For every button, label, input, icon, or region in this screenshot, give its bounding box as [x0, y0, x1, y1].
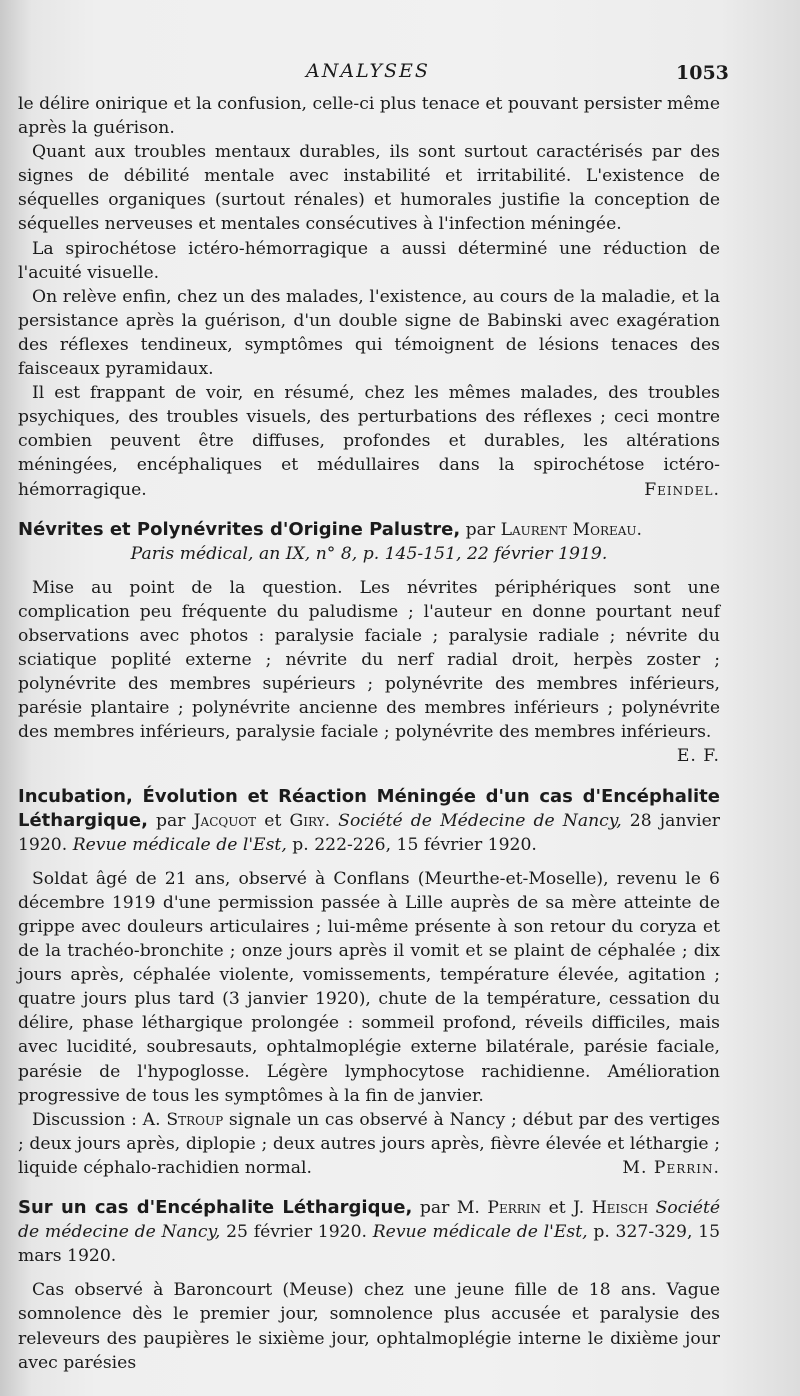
article-society: Société de médecine de Nancy,	[18, 1198, 721, 1243]
signature: E. F.	[676, 746, 720, 767]
article-author: Perrin	[487, 1198, 542, 1219]
article-heading	[18, 1196, 720, 1268]
article-discussion	[18, 1108, 720, 1180]
paragraph: Quant aux troubles mentaux durables, ils sont surtout caractérisés par des signes de débilité mentale avec instabilité et irritabilité. L'existence de séquelles organiques (surtout rénales) et humorales justifie la conception de séquelles nerveuses et mentales consécutives à l'infection méningée.	[18, 142, 720, 235]
article-date: 25 février 1920.	[226, 1222, 367, 1243]
article-journal: Revue médicale de l'Est,	[72, 834, 287, 855]
page-header	[0, 60, 800, 90]
article-nevrites	[18, 518, 720, 769]
paragraph-text: Il est frappant de voir, en résumé, chez les mêmes malades, des troubles psychiques, des troubles visuels, des perturbations des réflexes ; ceci montre combien peuvent être diffuses, profondes et durables, les altérations méningées, encéphaliques et médullaires dans la spirochétose ictéro-hémorragique.	[18, 383, 720, 500]
article-date: 28 janvier 1920.	[18, 810, 721, 855]
running-title: ANALYSES	[306, 60, 430, 82]
paragraph: On relève enfin, chez un des malades, l'existence, au cours de la maladie, et la persistance après la guérison, d'un double signe de Babinski avec exagération des réflexes tendineux, symptômes qui témoignent de lésions tenaces des faisceaux pyramidaux.	[18, 286, 720, 380]
article-encephalite	[18, 1196, 720, 1375]
article-author: Jacquot	[193, 810, 257, 831]
article-title: Sur un cas d'Encéphalite Léthargique,	[18, 1197, 413, 1219]
discussion-author: Stroup	[166, 1109, 224, 1130]
signature: Feindel.	[644, 479, 720, 500]
article-by: par	[465, 519, 496, 540]
article-and: et	[264, 810, 282, 831]
article-heading	[18, 518, 720, 566]
article-author: Laurent Moreau.	[500, 519, 642, 540]
signature: M. Perrin.	[622, 1157, 720, 1178]
paragraph: La spirochétose ictéro-hémorragique a aussi déterminé une réduction de l'acuité visuelle.	[18, 238, 720, 283]
paragraph: le délire onirique et la confusion, celle-ci plus tenace et pouvant persister même après la guérison.	[18, 94, 720, 139]
article-author: Heisch	[591, 1198, 649, 1219]
article-society: Société de Médecine de Nancy,	[338, 810, 622, 831]
article-pages: p. 222-226, 15 février 1920.	[292, 834, 537, 855]
article-body-text: Mise au point de la question. Les névrites périphériques sont une complication peu fréquente du paludisme ; l'auteur en donne pourtant neuf observations avec photos : paralysie faciale ; paralysie radiale ; névrite du sciatique poplité externe ; névrite du nerf radial droit, herpès zoster ; polynévrite des membres supérieurs ; polynévrite des membres inférieurs, parésie plantaire ; polynévrite ancienne des membres inférieurs ; polynévrite des membres inférieurs, paralysie faciale ; polynévrite des membres inférieurs.	[18, 577, 720, 743]
article-incubation	[18, 785, 720, 1181]
article-title: Névrites et Polynévrites d'Origine Palustre,	[18, 518, 461, 540]
article-title-line	[18, 518, 720, 542]
discussion-text: signale un cas observé à Nancy ; début par des vertiges ; deux jours après, diplopie ; deux autres jours après, fièvre élevée et léthargie ; liquide céphalo-rachidien normal.	[18, 1109, 720, 1178]
article-by: par	[156, 810, 186, 831]
article-by: par M.	[419, 1198, 480, 1219]
page-number: 1053	[676, 62, 729, 84]
article-citation: Paris médical, an IX, n° 8, p. 145-151, 22 février 1919.	[130, 543, 608, 564]
article-author: Giry.	[289, 810, 331, 831]
article-pages: p. 327-329, 15 mars 1920.	[18, 1222, 721, 1267]
article-and: et J.	[548, 1198, 585, 1219]
article-title: Incubation, Évolution et Réaction Méningée d'un cas d'Encéphalite Léthargique,	[18, 785, 720, 831]
article-title-line	[18, 1196, 720, 1268]
article-body	[18, 576, 720, 767]
article-heading	[18, 785, 720, 857]
article-body: Cas observé à Baroncourt (Meuse) chez une jeune fille de 18 ans. Vague somnolence dès le premier jour, somnolence plus accusée et paralysie des releveurs des paupières le sixième jour, ophtalmoplégie interne le dixième jour avec parésies	[18, 1280, 720, 1373]
article-journal: Revue médicale de l'Est,	[372, 1222, 588, 1243]
article-title-line	[18, 785, 720, 857]
paragraph	[18, 381, 720, 501]
article-body: Soldat âgé de 21 ans, observé à Conflans (Meurthe-et-Moselle), revenu le 6 décembre 1919 d'une permission passée à Lille auprès de sa mère atteinte de grippe avec douleurs articulaires ; lui-même présente à son retour du coryza et de la trachéo-bronchite ; onze jours après il vomit et se plaint de céphalée ; dix jours après, céphalée violente, vomissements, température élevée, agitation ; quatre jours plus tard (3 janvier 1920), chute de la température, cessation du délire, phase léthargique prolongée : sommeil profond, réveils difficiles, mais avec lucidité, soubresauts, ophtalmoplégie externe bilatérale, parésie faciale, parésie de l'hypoglosse. Légère lymphocytose rachidienne. Amélioration progressive de tous les symptômes à la fin de janvier.	[18, 868, 720, 1106]
page-content	[18, 92, 720, 1375]
discussion-label: Discussion : A.	[32, 1109, 161, 1130]
